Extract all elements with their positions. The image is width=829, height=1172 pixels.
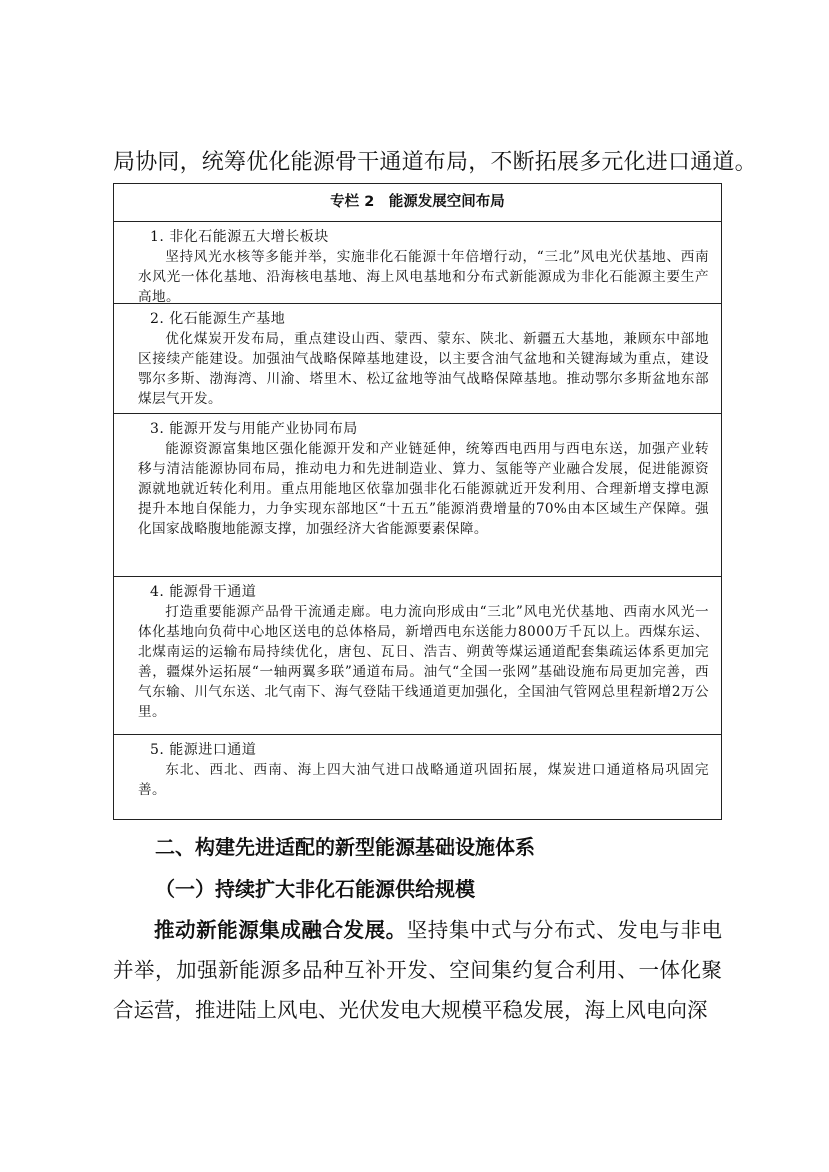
section-text: 打造重要能源产品骨干流通走廊。电力流向形成由“三北”风电光伏基地、西南水风光一体化基地向负荷中心地区送电的总体格局，新增西电东送能力8000万千瓦以上。西煤东运、北煤南运的运输布局持续优化，唐包、瓦日、浩吉、朔黄等煤运通道配套集疏运体系更加完善，疆煤外运拓展“一轴两翼多联”通道布局。油气“全国一张网”基础设施布局更加完善，西气东输、川气东送、北气南下、海气登陆干线通道更加强化，全国油气管网总里程新增2万公里。 — [138, 604, 709, 720]
box-section — [114, 735, 721, 820]
section-text: 优化煤炭开发布局，重点建设山西、蒙西、蒙东、陕北、新疆五大基地，兼顾东中部地区接续产能建设。加强油气战略保障基地建设，以主要含油气盆地和关键海域为重点，建设鄂尔多斯、渤海湾、川渝、塔里木、松辽盆地等油气战略保障基地。推动鄂尔多斯盆地东部煤层气开发。 — [138, 331, 709, 407]
sidebar-box — [113, 183, 722, 820]
box-section — [114, 304, 721, 414]
section-text: 能源资源富集地区强化能源开发和产业链延伸，统筹西电西用与西电东送，加强产业转移与清洁能源协同布局，推动电力和先进制造业、算力、氢能等产业融合发展，促进能源资源就地就近转化利用。重点用能地区依靠加强非化石能源就近开发利用、合理新增支撑电源提升本地自保能力，力争实现东部地区“十五五”能源消费增量的70%由本区域生产保障。强化国家战略腹地能源支撑，加强经济大省能源要素保障。 — [138, 441, 709, 537]
section-heading: 4. 能源骨干通道 — [150, 584, 257, 600]
box-section — [114, 577, 721, 735]
paragraph-lead: 推动新能源集成融合发展。 — [154, 918, 407, 942]
section-heading: 5. 能源进口通道 — [150, 742, 257, 758]
paragraph-text: 坚持集中式与分布式、发电与非电并举，加强新能源多品种互补开发、空间集约复合利用、一体化聚合运营，推进陆上风电、光伏发电大规模平稳发展，海上风电向深 — [113, 918, 723, 1022]
section-heading-2: 二、构建先进适配的新型能源基础设施体系 — [155, 835, 535, 859]
box-title: 专栏 2 能源发展空间布局 — [114, 184, 721, 222]
box-section — [114, 222, 721, 304]
section-heading-3: （一）持续扩大非化石能源供给规模 — [155, 877, 475, 901]
section-heading: 1. 非化石能源五大增长板块 — [150, 229, 329, 245]
box-section — [114, 414, 721, 577]
section-text: 坚持风光水核等多能并举，实施非化石能源十年倍增行动，“三北”风电光伏基地、西南水风光一体化基地、沿海核电基地、海上风电基地和分布式新能源成为非化石能源主要生产高地。 — [138, 249, 709, 305]
section-heading: 3. 能源开发与用能产业协同布局 — [150, 421, 358, 437]
body-paragraph — [113, 910, 722, 1030]
section-heading: 2. 化石能源生产基地 — [150, 311, 286, 327]
continued-paragraph: 局协同，统筹优化能源骨干通道布局，不断拓展多元化进口通道。 — [113, 150, 757, 175]
section-text: 东北、西北、西南、海上四大油气进口战略通道巩固拓展，煤炭进口通道格局巩固完善。 — [138, 762, 709, 798]
